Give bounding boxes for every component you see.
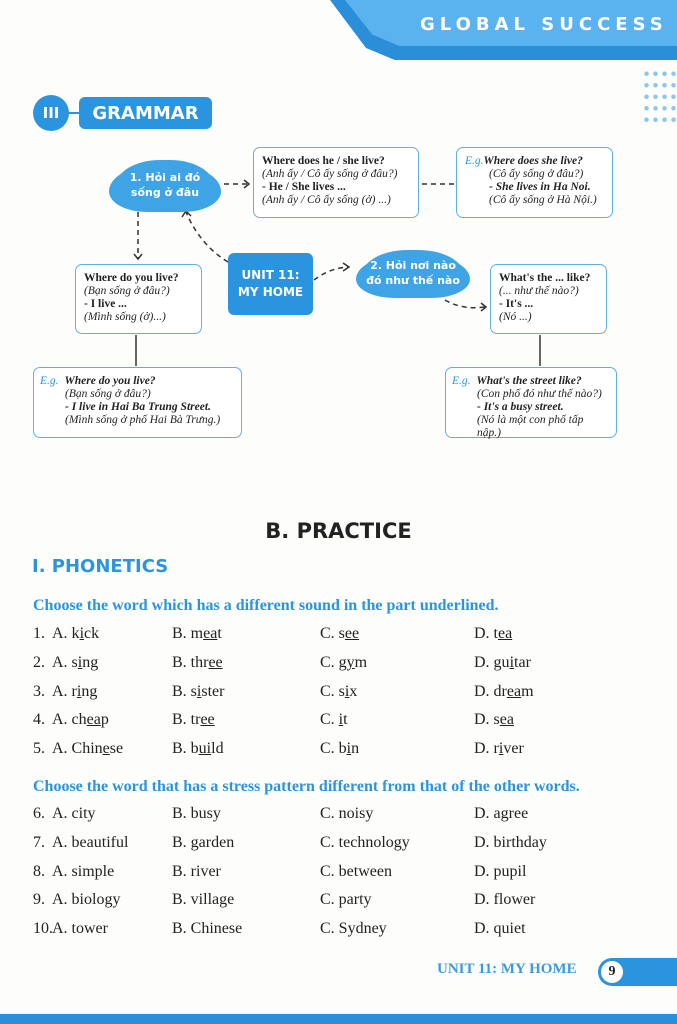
option: A. biology <box>52 891 121 909</box>
option <box>320 711 348 729</box>
option-text: C. s <box>320 682 345 700</box>
option-text: A. r <box>52 682 77 700</box>
option-text: D. gu <box>474 653 510 671</box>
underlined-part: i <box>76 682 82 700</box>
option: A. tower <box>52 920 108 938</box>
option <box>172 740 224 758</box>
answer: - I live ... <box>84 298 127 310</box>
he-she-structure-box <box>253 147 419 218</box>
question: Where does he / she live? <box>262 155 385 167</box>
option-text: n <box>351 740 360 758</box>
you-structure-box <box>75 264 202 334</box>
option-text: t <box>343 711 348 729</box>
underlined-part: e <box>102 740 110 758</box>
option-text: B. tr <box>172 711 201 729</box>
option-text: C. b <box>320 740 347 758</box>
translation: (Nó ...) <box>499 311 532 323</box>
option-text: tar <box>514 653 531 671</box>
option-text: C. <box>320 711 339 729</box>
he-she-example-box <box>456 147 613 218</box>
option: C. between <box>320 862 392 880</box>
unit-center-box <box>228 253 313 315</box>
underlined-part: ea <box>499 711 514 729</box>
option: C. technology <box>320 833 410 851</box>
exercise-item <box>33 740 653 762</box>
item-number: 8. <box>33 862 45 880</box>
cloud-line: đó như thế nào <box>366 274 460 287</box>
option <box>320 654 367 672</box>
answer: - He / She lives ... <box>262 181 346 193</box>
unit-label: UNIT 11: <box>241 268 300 282</box>
exercise-item <box>33 654 653 676</box>
page-number: 9 <box>599 959 625 985</box>
translation: (Bạn sống ở đâu?) <box>84 285 170 297</box>
arrow-cloud2-to-like <box>445 300 485 308</box>
option <box>52 683 97 701</box>
cloud-ask-what-place-like <box>362 250 464 296</box>
section-title: GRAMMAR <box>79 97 212 129</box>
option <box>474 625 512 643</box>
answer: - It's ... <box>499 298 534 310</box>
option-text: x <box>349 682 358 700</box>
like-example-box <box>445 367 617 438</box>
option-text: A. ch <box>52 711 87 729</box>
option <box>474 654 531 672</box>
phonetics-heading: I. PHONETICS <box>32 556 169 577</box>
option-text: B. m <box>172 625 204 642</box>
footer-unit: UNIT 11: MY HOME <box>437 961 577 977</box>
exercise-item <box>33 683 653 705</box>
option-text: C. s <box>320 625 345 642</box>
option <box>52 625 99 643</box>
bottom-band <box>0 1014 677 1024</box>
item-number: 4. <box>33 711 45 729</box>
option: D. flower <box>474 891 536 909</box>
underlined-part: i <box>498 740 504 758</box>
option: D. birthday <box>474 833 547 851</box>
exercise-item <box>33 805 653 827</box>
option: B. busy <box>172 805 221 822</box>
underlined-part: ea <box>498 625 513 642</box>
option-text: C. g <box>320 653 347 671</box>
option: A. simple <box>52 862 115 880</box>
exercise-item <box>33 711 653 733</box>
answer: - It's a busy street. <box>477 401 564 413</box>
underlined-part: ui <box>198 740 212 758</box>
option: A. beautiful <box>52 833 129 851</box>
series-title: GLOBAL SUCCESS <box>420 14 668 35</box>
section-connector <box>66 112 80 114</box>
item-number: 6. <box>33 805 45 822</box>
option-text: m <box>354 653 368 671</box>
option: B. river <box>172 862 221 880</box>
option: B. Chinese <box>172 920 243 938</box>
option-text: se <box>109 740 124 758</box>
option-text: A. k <box>52 625 80 642</box>
cloud-line: sống ở đâu <box>130 186 200 199</box>
option-text: p <box>100 711 109 729</box>
eg-label: E.g. <box>465 155 484 167</box>
option <box>320 683 357 701</box>
option-text: ck <box>84 625 100 642</box>
practice-heading: B. PRACTICE <box>265 519 412 543</box>
option: C. Sydney <box>320 920 387 938</box>
underlined-part: y <box>346 653 355 671</box>
option <box>172 654 223 672</box>
translation: (Cô ấy sống ở đâu?) <box>489 168 584 180</box>
unit-name: MY HOME <box>237 285 304 299</box>
item-number: 7. <box>33 833 45 851</box>
option-text: ng <box>81 682 98 700</box>
option-text: m <box>521 682 534 700</box>
underlined-part: ea <box>86 711 101 729</box>
item-number: 10. <box>33 920 53 938</box>
section-number: III <box>33 95 69 131</box>
eg-label: E.g. <box>452 375 471 387</box>
option <box>172 711 215 729</box>
question: Where do you live? <box>84 272 179 284</box>
option <box>474 711 514 729</box>
option: B. village <box>172 891 235 909</box>
exercise-item <box>33 891 653 913</box>
option <box>320 740 359 758</box>
underlined-part: ee <box>344 625 360 642</box>
stress-instruction: Choose the word that has a stress pattern different from that of the other words. <box>33 778 580 795</box>
answer: - She lives in Ha Noi. <box>489 181 591 193</box>
cloud-ask-where-someone-lives <box>115 160 215 210</box>
question: What's the ... like? <box>499 272 591 284</box>
underlined-part: i <box>509 653 515 671</box>
option <box>52 711 109 729</box>
question: Where do you live? <box>64 375 156 387</box>
underlined-part: i <box>79 625 85 642</box>
option <box>52 654 98 672</box>
option-text: D. s <box>474 711 500 729</box>
eg-label: E.g. <box>40 375 59 387</box>
option-text: ng <box>82 653 99 671</box>
underlined-part: i <box>77 653 83 671</box>
translation: (Mình sống ở phố Hai Bà Trưng.) <box>65 414 221 426</box>
underlined-part: ee <box>200 711 215 729</box>
option: B. garden <box>172 833 235 851</box>
question: What's the street like? <box>476 375 582 387</box>
option <box>52 740 123 758</box>
question: Where does she live? <box>483 155 583 167</box>
decorative-dots <box>642 68 677 126</box>
item-number: 2. <box>33 653 45 671</box>
translation: (Nó là một con phố tấp nập.) <box>477 414 584 439</box>
option: D. pupil <box>474 862 527 880</box>
option <box>474 740 524 758</box>
exercise-item <box>33 834 653 856</box>
like-structure-box <box>490 264 607 334</box>
exercise-item <box>33 920 653 942</box>
answer: - I live in Hai Ba Trung Street. <box>65 401 211 413</box>
option-text: D. r <box>474 740 499 758</box>
cloud-line: 2. Hỏi nơi nào <box>370 259 456 272</box>
underlined-part: i <box>338 711 344 729</box>
option-text: ver <box>503 740 524 758</box>
underlined-part: ee <box>208 653 223 671</box>
item-number: 1. <box>33 625 45 642</box>
translation: (Con phố đó như thế nào?) <box>477 388 602 400</box>
option-text: D. t <box>474 625 498 642</box>
option: D. quiet <box>474 920 526 938</box>
option: A. city <box>52 805 96 822</box>
cloud-line: 1. Hỏi ai đó <box>129 171 201 184</box>
underlined-part: i <box>346 740 352 758</box>
option: C. noisy <box>320 805 374 822</box>
exercise-item <box>33 863 653 885</box>
translation: (Cô ấy sống ở Hà Nội.) <box>489 194 597 206</box>
underlined-part: i <box>344 682 350 700</box>
option-text: B. thr <box>172 653 209 671</box>
option <box>320 625 359 643</box>
item-number: 5. <box>33 740 45 758</box>
option-text: ld <box>211 740 224 758</box>
option <box>172 625 222 643</box>
item-number: 3. <box>33 682 45 700</box>
exercise-item <box>33 625 653 647</box>
underlined-part: i <box>196 682 202 700</box>
option: D. agree <box>474 805 529 822</box>
you-example-box <box>33 367 242 438</box>
underlined-part: ea <box>203 625 218 642</box>
option <box>172 683 224 701</box>
translation: (Anh ấy / Cô ấy sống (ở) ...) <box>262 194 391 206</box>
option-text: ster <box>201 682 225 700</box>
option <box>474 683 534 701</box>
underlined-part: ea <box>506 682 522 700</box>
option-text: B. b <box>172 740 199 758</box>
translation: (Mình sống (ở)...) <box>84 311 166 323</box>
translation: (Anh ấy / Cô ấy sống ở đâu?) <box>262 168 398 180</box>
translation: (... như thế nào?) <box>499 285 579 297</box>
option: C. party <box>320 891 372 909</box>
arrow-unit-to-cloud1 <box>186 212 228 262</box>
arrow-unit-to-cloud2 <box>314 267 348 280</box>
sound-instruction: Choose the word which has a different sound in the part underlined. <box>33 597 499 614</box>
option-text: A. Chin <box>52 740 103 758</box>
option-text: t <box>217 625 222 642</box>
option-text: D. dr <box>474 682 507 700</box>
translation: (Bạn sống ở đâu?) <box>65 388 151 400</box>
item-number: 9. <box>33 891 45 909</box>
option-text: B. s <box>172 682 197 700</box>
option-text: A. s <box>52 653 78 671</box>
